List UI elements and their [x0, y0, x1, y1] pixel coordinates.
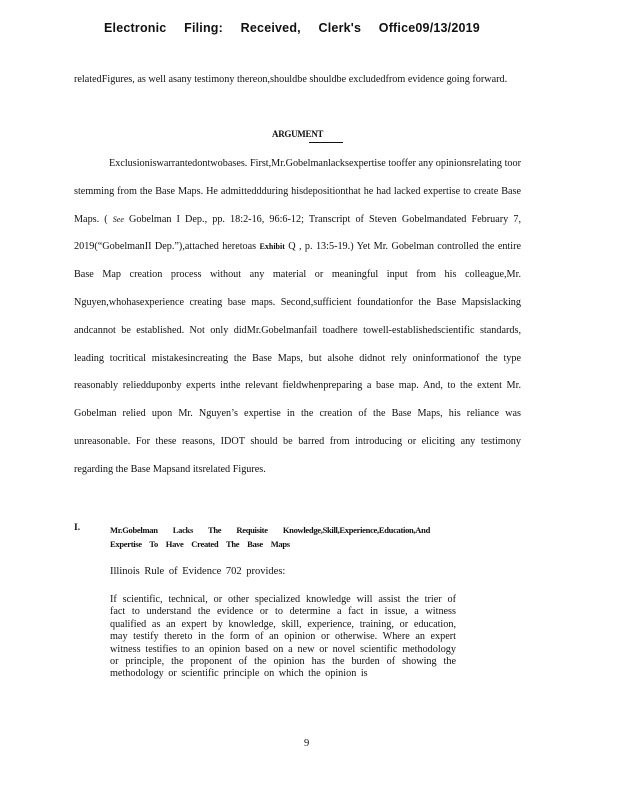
- heading-underline: [309, 142, 343, 143]
- argument-heading: ARGUMENT: [272, 129, 324, 139]
- paragraph-continued: relatedFigures, as well asany testimony thereon,shouldbe shouldbe excludedfrom evidence going forward.: [74, 74, 508, 85]
- argument-text-part1: Exclusioniswarrantedontwobases. First,Mr.Gobelmanlacksexpertise tooffer any opinionsrelating toor stemming from the Base Maps. He admitteddduring hisdepositionthat he had lacked expertise to create Base Maps. (: [74, 158, 521, 225]
- exhibit-label: Exhibit: [259, 242, 285, 252]
- rule-intro: Illinois Rule of Evidence 702 provides:: [110, 566, 286, 577]
- see-signal: See: [112, 214, 124, 224]
- argument-text-part3: Q , p. 13:5-19.) Yet Mr. Gobelman controlled the entire Base Map creation process without any material or meaningful input from his colleague,Mr. Nguyen,whohasexperience creating base maps. Second,sufficient foundationfor the Base Mapsislacking andcannot be established. Not only didMr.Gobelmanfail toadhere towell-establishedscientific standards, leading tocritical mistakesincreating the Base Maps, but alsohe didnot rely oninformationof the type reasonably reliedduponby experts inthe relevant fieldwhenpreparing a base map. And, to the extent Mr. Gobelman relied upon Mr. Nguyen’s expertise in the creation of the Base Maps, his reliance was unreasonable. For these reasons, IDOT should be barred from introducing or eliciting any testimony regarding the Base Mapsand itsrelated Figures.: [74, 241, 522, 475]
- argument-paragraph: [74, 150, 521, 484]
- section-title: Mr.Gobelman Lacks The Requisite Knowledge,Skill,Experience,Education,And Expertise To Have Created The Base Maps: [110, 525, 430, 549]
- section-number: I.: [74, 523, 81, 533]
- argument-text-part2: Gobelman I Dep., pp. 18:2-16, 96:6-12; Transcript of Steven Gobelmandated February 7, 2019(“GobelmanII Dep.”),attached heretoas: [74, 213, 522, 253]
- block-quote: If scientific, technical, or other specialized knowledge will assist the trier of fact to understand the evidence or to determine a fact in issue, a witness qualified as an expert by knowledge, skill, experience, training, or education, may testify thereto in the form of an opinion or otherwise. Where an expert witness testifies to an opinion based on a new or novel scientific methodology or principle, the proponent of the opinion has the burden of showing the methodology or scientific principle on which the opinion is: [110, 594, 456, 680]
- page-number: 9: [304, 738, 310, 749]
- filing-stamp-header: Electronic Filing: Received, Clerk's Office09/13/2019: [104, 21, 480, 35]
